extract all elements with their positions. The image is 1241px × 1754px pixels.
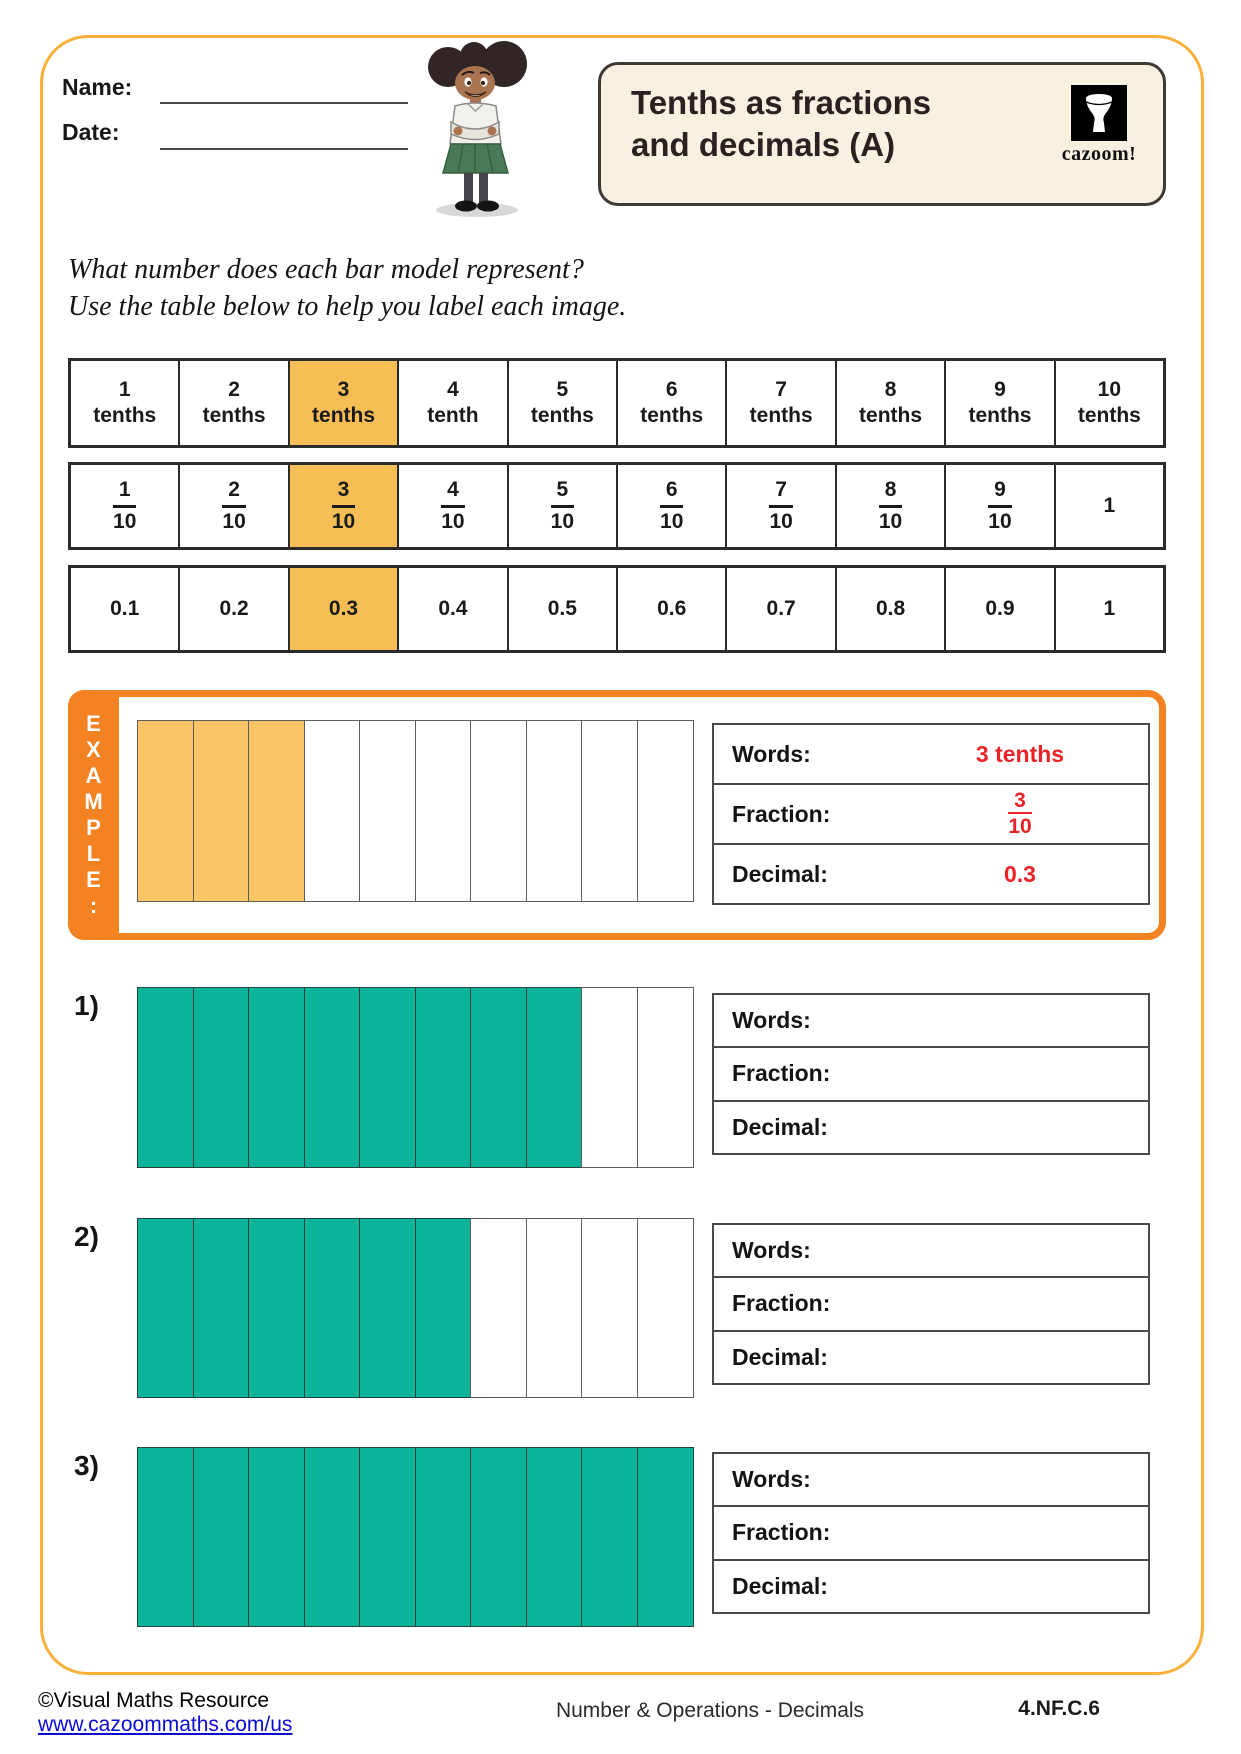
bar-cell-empty xyxy=(470,1218,527,1398)
table-cell-words: 7 tenths xyxy=(727,361,836,445)
fraction-numerator: 3 xyxy=(1008,789,1031,814)
answer-label-decimal: Decimal: xyxy=(732,1572,828,1599)
title-box xyxy=(598,62,1166,206)
reference-table-decimals-row xyxy=(68,565,1166,653)
bar-model-question-3 xyxy=(137,1447,694,1627)
example-tab-letter: L xyxy=(86,840,101,866)
question-2-label: 2) xyxy=(74,1221,99,1252)
bar-model-question-1 xyxy=(137,987,694,1168)
bar-cell-empty xyxy=(526,720,583,902)
answer-row-words[interactable] xyxy=(712,1223,1150,1278)
example-tab xyxy=(68,690,119,940)
title-line-1: Tenths as fractions xyxy=(631,84,932,121)
bar-cell-empty xyxy=(637,1218,694,1398)
answer-row-words[interactable] xyxy=(712,1452,1150,1507)
answer-row-decimal[interactable] xyxy=(712,1100,1150,1155)
table-cell-words: 6 tenths xyxy=(618,361,727,445)
answer-value-decimal: 0.3 xyxy=(1004,860,1036,887)
footer-website-link[interactable]: www.cazoommaths.com/us xyxy=(38,1713,293,1736)
answer-label-words: Words: xyxy=(732,740,811,767)
footer-topic: Number & Operations - Decimals xyxy=(555,1699,865,1722)
bar-cell-filled xyxy=(415,987,472,1168)
instructions-line-2: Use the table below to help you label each image. xyxy=(68,290,627,322)
bar-cell-filled xyxy=(304,987,361,1168)
bar-cell-empty xyxy=(637,720,694,902)
bar-cell-filled xyxy=(248,1218,305,1398)
answer-row-fraction[interactable] xyxy=(712,1046,1150,1101)
date-label: Date: xyxy=(62,119,120,145)
table-cell-fraction: $\frac{8}{10}$ xyxy=(837,465,946,547)
table-cell-decimal: 0.1 xyxy=(71,568,180,650)
name-input-line[interactable] xyxy=(160,102,408,104)
instructions xyxy=(68,252,626,326)
table-cell-words: 10 tenths xyxy=(1077,377,1141,427)
answer-label-decimal: Decimal: xyxy=(732,860,828,887)
table-cell-fraction: $\frac{2}{10}$ xyxy=(180,465,289,547)
example-tab-letter: A xyxy=(85,763,102,789)
table-cell-fraction: $\frac{9}{10}$ xyxy=(946,465,1055,547)
table-cell-decimal: 0.5 xyxy=(509,568,618,650)
question-1-label: 1) xyxy=(74,990,99,1021)
table-cell-words: 4 tenth xyxy=(399,361,508,445)
answer-label-words: Words: xyxy=(732,1466,811,1493)
logo-wordmark: cazoom! xyxy=(1061,143,1137,165)
answer-table-question-3 xyxy=(712,1452,1150,1614)
table-cell-fraction: 1 xyxy=(1103,493,1116,517)
table-cell-decimal: 0.8 xyxy=(837,568,946,650)
answer-label-decimal: Decimal: xyxy=(732,1343,828,1370)
bar-cell-filled xyxy=(581,1447,638,1627)
table-cell-words: 3 tenths xyxy=(290,361,399,445)
bar-cell-filled xyxy=(248,1447,305,1627)
answer-label-decimal: Decimal: xyxy=(732,1113,828,1140)
bar-cell-filled xyxy=(248,987,305,1168)
bar-cell-empty xyxy=(415,720,472,902)
answer-row-decimal xyxy=(712,843,1150,905)
table-cell-decimal: 0.9 xyxy=(946,568,1055,650)
answer-table-question-1 xyxy=(712,993,1150,1155)
table-cell-decimal: 1 xyxy=(1103,596,1116,620)
table-cell-decimal: 0.4 xyxy=(399,568,508,650)
footer-standard-code: 4.NF.C.6 xyxy=(1018,1697,1100,1720)
bar-cell-filled xyxy=(304,1218,361,1398)
table-cell-decimal: 0.3 xyxy=(290,568,399,650)
bar-model-question-2 xyxy=(137,1218,694,1398)
answer-table-question-2 xyxy=(712,1223,1150,1385)
date-input-line[interactable] xyxy=(160,148,408,150)
bar-cell-filled xyxy=(415,1447,472,1627)
bar-cell-filled xyxy=(137,987,194,1168)
answer-value-fraction xyxy=(892,789,1148,839)
example-tab-letter: M xyxy=(84,789,103,815)
bar-cell-filled xyxy=(193,1218,250,1398)
answer-row-words xyxy=(712,723,1150,785)
answer-row-fraction[interactable] xyxy=(712,1505,1150,1560)
answer-table-example xyxy=(712,723,1150,905)
bar-cell-filled xyxy=(470,1447,527,1627)
example-tab-letter: X xyxy=(86,737,101,763)
worksheet-title xyxy=(631,82,931,166)
bar-cell-empty xyxy=(359,720,416,902)
bar-cell-empty xyxy=(581,720,638,902)
name-label: Name: xyxy=(62,74,133,100)
bar-model-example xyxy=(137,720,694,902)
reference-table-fractions-row xyxy=(68,462,1166,550)
answer-label-fraction: Fraction: xyxy=(732,1290,831,1317)
table-cell-words: 5 tenths xyxy=(509,361,618,445)
cazoom-logo xyxy=(1049,85,1149,166)
bar-cell-empty xyxy=(581,987,638,1168)
bar-cell-filled xyxy=(137,1447,194,1627)
example-tab-letter: E xyxy=(86,711,101,737)
bar-cell-filled xyxy=(137,1218,194,1398)
table-cell-decimal: 0.6 xyxy=(618,568,727,650)
answer-label-fraction: Fraction: xyxy=(732,800,831,827)
bar-cell-filled xyxy=(304,1447,361,1627)
bar-cell-filled xyxy=(526,1447,583,1627)
table-cell-decimal: 0.2 xyxy=(180,568,289,650)
table-cell-words: 8 tenths xyxy=(837,361,946,445)
reference-table-words-row xyxy=(68,358,1166,448)
drum-icon xyxy=(1071,85,1127,141)
fraction-denominator: 10 xyxy=(1008,815,1032,839)
table-cell-fraction: $\frac{7}{10}$ xyxy=(727,465,836,547)
table-cell-fraction: $\frac{6}{10}$ xyxy=(618,465,727,547)
table-cell-fraction: $\frac{5}{10}$ xyxy=(509,465,618,547)
answer-row-words[interactable] xyxy=(712,993,1150,1048)
answer-row-decimal[interactable] xyxy=(712,1330,1150,1385)
bar-cell-empty xyxy=(470,720,527,902)
example-tab-letter: P xyxy=(86,815,101,840)
example-tab-label xyxy=(84,711,102,919)
student-mascot-illustration xyxy=(418,40,536,220)
example-tab-letter: E xyxy=(86,866,101,892)
question-3-label: 3) xyxy=(74,1450,99,1481)
answer-row-fraction[interactable] xyxy=(712,1276,1150,1331)
table-cell-fraction: $\frac{1}{10}$ xyxy=(71,465,180,547)
table-cell-fraction: $\frac{3}{10}$ xyxy=(290,465,399,547)
bar-cell-filled xyxy=(526,987,583,1168)
answer-value-words: 3 tenths xyxy=(975,740,1065,767)
table-cell-words: 2 tenths xyxy=(180,361,289,445)
example-tab-letter: : xyxy=(89,892,98,918)
table-cell-words: 9 tenths xyxy=(946,361,1055,445)
bar-cell-filled xyxy=(415,1218,472,1398)
girl-character-icon xyxy=(418,40,536,220)
bar-cell-filled xyxy=(359,987,416,1168)
table-cell-words: 1 tenths xyxy=(71,361,180,445)
bar-cell-filled xyxy=(359,1218,416,1398)
table-cell-fraction: $\frac{4}{10}$ xyxy=(399,465,508,547)
answer-row-decimal[interactable] xyxy=(712,1559,1150,1614)
table-cell-decimal: 0.7 xyxy=(727,568,836,650)
answer-label-fraction: Fraction: xyxy=(732,1060,831,1087)
bar-cell-filled xyxy=(137,720,194,902)
bar-cell-filled xyxy=(470,987,527,1168)
answer-label-words: Words: xyxy=(732,1007,811,1034)
bar-cell-filled xyxy=(193,987,250,1168)
footer-copyright: ©Visual Maths Resource xyxy=(38,1689,270,1712)
bar-cell-filled xyxy=(193,720,250,902)
bar-cell-empty xyxy=(637,987,694,1168)
bar-cell-filled xyxy=(193,1447,250,1627)
bar-cell-empty xyxy=(304,720,361,902)
answer-label-words: Words: xyxy=(732,1237,811,1264)
bar-cell-filled xyxy=(359,1447,416,1627)
bar-cell-filled xyxy=(637,1447,694,1627)
bar-cell-empty xyxy=(581,1218,638,1398)
instructions-line-1: What number does each bar model represent? xyxy=(68,254,584,285)
answer-label-fraction: Fraction: xyxy=(732,1519,831,1546)
bar-cell-empty xyxy=(526,1218,583,1398)
bar-cell-filled xyxy=(248,720,305,902)
answer-row-fraction xyxy=(712,783,1150,845)
title-line-2: and decimals (A) xyxy=(631,126,896,164)
